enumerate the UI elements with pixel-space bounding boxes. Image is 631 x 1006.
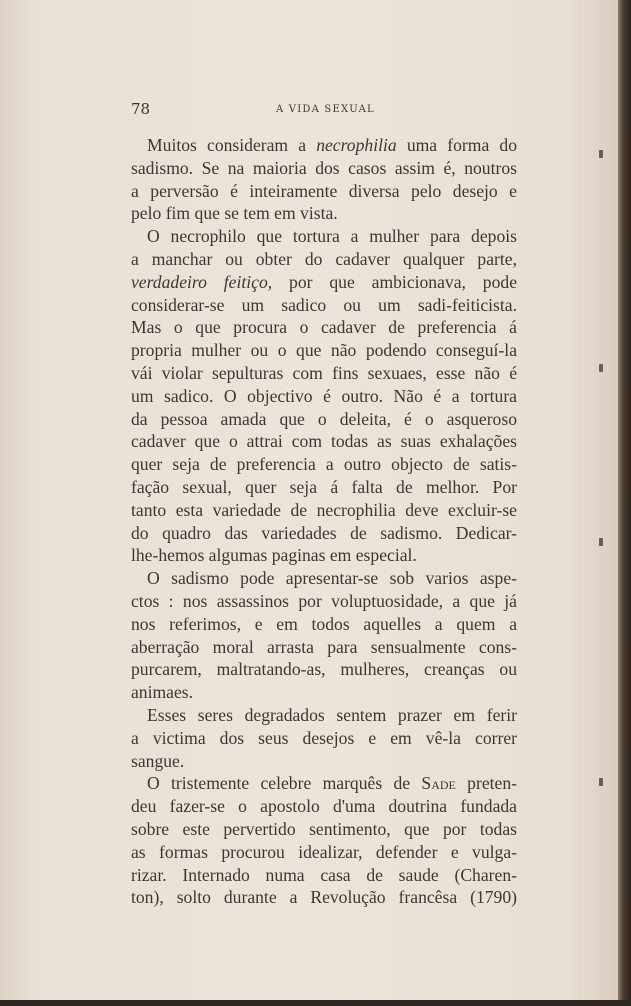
- text-segment: sadismo. Se na maioria dos casos assim é, noutros: [131, 157, 517, 178]
- text-line: [131, 727, 517, 750]
- text-line: [131, 590, 517, 613]
- text-segment: nos referimos, e em todos aquelles a quem a: [131, 613, 517, 634]
- text-line: [131, 294, 517, 317]
- text-segment: sangue.: [131, 750, 185, 771]
- text-line: [131, 430, 517, 453]
- margin-mark: [599, 364, 603, 372]
- text-line: [131, 772, 517, 795]
- text-segment: cadaver que o attrai com todas as suas exhalações: [131, 431, 517, 452]
- text-line: [131, 271, 517, 294]
- text-line: [131, 362, 517, 385]
- text-line: [131, 453, 517, 476]
- text-segment: considerar-se um sadico ou um sadi-feiticista.: [131, 294, 517, 315]
- text-line: [131, 476, 517, 499]
- smallcaps-text: Sade: [421, 773, 456, 794]
- italic-text: verdadeiro feitiço,: [131, 271, 273, 292]
- margin-mark: [599, 778, 603, 786]
- page-number: 78: [131, 100, 151, 118]
- text-line: [131, 864, 517, 887]
- text-line: [131, 841, 517, 864]
- text-segment: ton), solto durante a Revolução francêsa (1790): [131, 887, 517, 908]
- text-segment: deu fazer-se o apostolo d'uma doutrina fundada: [131, 796, 517, 817]
- text-segment: ctos : nos assassinos por voluptuosidade, a que já: [131, 590, 517, 611]
- text-segment: uma forma do: [396, 135, 517, 155]
- page-header: [131, 100, 517, 124]
- text-line: [131, 499, 517, 522]
- text-line: [131, 339, 517, 362]
- text-segment: fação sexual, quer seja á falta de melhor. Por: [131, 476, 517, 497]
- text-line: [131, 180, 517, 203]
- text-segment: da pessoa amada que o deleita, é o asqueroso: [131, 408, 517, 429]
- text-segment: purcarem, maltratando-as, mulheres, creanças ou: [131, 659, 517, 680]
- text-segment: Muitos consideram a: [147, 135, 317, 155]
- text-segment: animaes.: [131, 682, 194, 703]
- text-segment: as formas procurou idealizar, defender e vulga-: [131, 841, 517, 862]
- text-segment: Mas o que procura o cadaver de preferencia á: [131, 317, 517, 338]
- text-segment: a perversão é inteiramente diversa pelo desejo e: [131, 180, 517, 201]
- text-segment: do quadro das variedades de sadismo. Dedicar-: [131, 522, 517, 543]
- italic-text: necrophilia: [316, 135, 397, 155]
- text-line: [131, 681, 517, 704]
- text-segment: vái violar sepulturas com fins sexuaes, esse não é: [131, 362, 517, 383]
- text-segment: propria mulher ou o que não podendo conseguí-la: [131, 340, 517, 361]
- page-bottom-edge: [0, 1000, 631, 1006]
- text-segment: a victima dos seus desejos e em vê-la correr: [131, 727, 517, 748]
- text-segment: a manchar ou obter do cadaver qualquer parte,: [131, 248, 517, 269]
- text-line: [131, 385, 517, 408]
- text-line: [131, 316, 517, 339]
- text-line: [131, 567, 517, 590]
- text-segment: pelo fim que se tem em vista.: [131, 203, 338, 224]
- text-line: [131, 886, 517, 909]
- body-text: [131, 134, 517, 909]
- text-line: [131, 202, 517, 225]
- page-edge: [618, 0, 631, 1006]
- text-line: [131, 225, 517, 248]
- text-line: [131, 658, 517, 681]
- running-head: A VIDA SEXUAL: [276, 104, 375, 115]
- text-segment: aberração moral arrasta para sensualmente cons-: [131, 636, 517, 657]
- text-line: [131, 704, 517, 727]
- text-segment: preten-: [455, 773, 518, 794]
- text-segment: O sadismo pode apresentar-se sob varios aspe-: [147, 568, 517, 589]
- text-segment: quer seja de preferencia a outro objecto de satis-: [131, 454, 517, 475]
- text-segment: rizar. Internado numa casa de saude (Charen-: [131, 864, 517, 885]
- text-segment: sobre este pervertido sentimento, que por todas: [131, 818, 517, 839]
- text-line: [131, 818, 517, 841]
- margin-mark: [599, 538, 603, 546]
- text-line: [131, 157, 517, 180]
- text-line: [131, 613, 517, 636]
- text-line: [131, 750, 517, 773]
- text-line: [131, 636, 517, 659]
- text-line: [131, 134, 517, 157]
- text-line: [131, 408, 517, 431]
- text-segment: tanto esta variedade de necrophilia deve excluir-se: [131, 499, 517, 520]
- text-line: [131, 248, 517, 271]
- text-segment: por que ambicionava, pode: [272, 271, 517, 292]
- text-segment: Esses seres degradados sentem prazer em ferir: [147, 704, 517, 725]
- text-segment: lhe-hemos algumas paginas em especial.: [131, 545, 417, 566]
- text-segment: O necrophilo que tortura a mulher para depois: [147, 226, 517, 247]
- margin-mark: [599, 150, 603, 158]
- text-segment: O tristemente celebre marquês de: [147, 773, 422, 794]
- text-line: [131, 544, 517, 567]
- text-line: [131, 795, 517, 818]
- text-segment: um sadico. O objectivo é outro. Não é a tortura: [131, 385, 517, 406]
- text-line: [131, 522, 517, 545]
